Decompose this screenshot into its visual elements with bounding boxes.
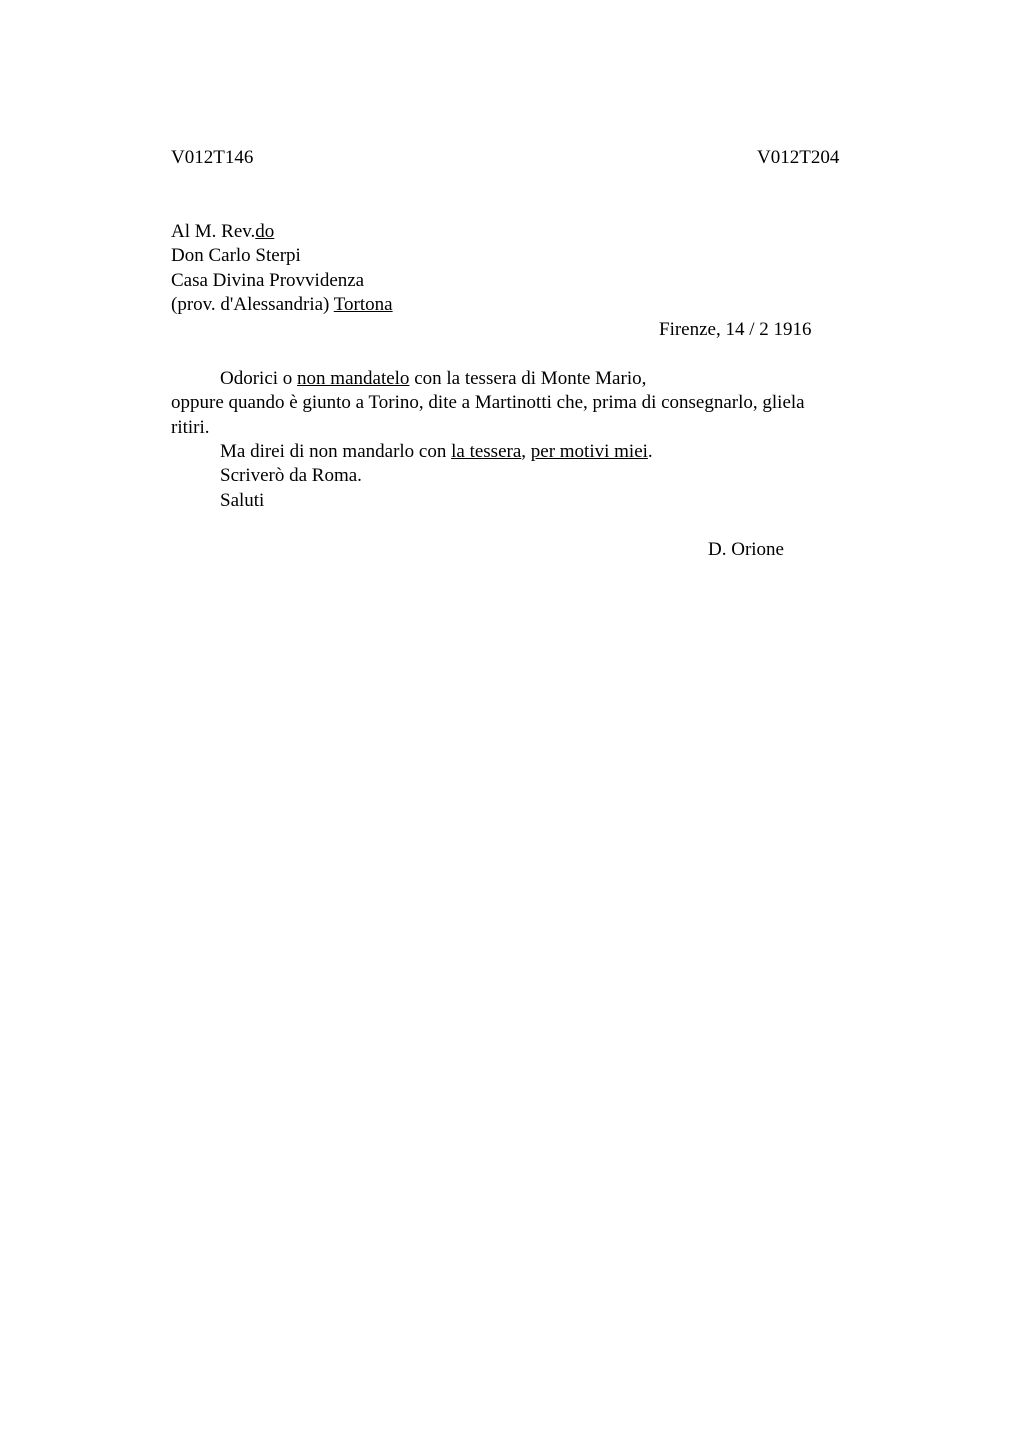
address-province: (prov. d'Alessandria) (171, 294, 334, 315)
address-line-3: Casa Divina Provvidenza (171, 270, 365, 291)
address-city: Tortona (333, 294, 393, 315)
body-paragraph-2 (220, 440, 653, 464)
address-salutation-suffix: do (255, 221, 275, 242)
body-paragraph-1-line-3: ritiri. (171, 417, 210, 438)
body-underlined-text: la tessera (451, 441, 522, 462)
document-code-left: V012T146 (171, 147, 254, 168)
body-closing: Saluti (220, 490, 265, 511)
body-paragraph-1-line-1 (220, 367, 646, 391)
body-text: . (647, 441, 653, 462)
body-text: con la tessera di Monte Mario, (409, 368, 647, 389)
signature: D. Orione (708, 539, 784, 560)
body-underlined-text: per motivi miei (530, 441, 648, 462)
body-paragraph-3: Scriverò da Roma. (220, 465, 362, 486)
address-line-4 (171, 293, 393, 317)
body-underlined-text: non mandatelo (297, 368, 410, 389)
address-line-2: Don Carlo Sterpi (171, 245, 301, 266)
address-salutation: Al M. Rev. (171, 221, 256, 242)
address-line-1 (171, 220, 274, 244)
body-text: Odorici o (220, 368, 298, 389)
body-text: Ma direi di non mandarlo con (220, 441, 452, 462)
body-paragraph-1-line-2: oppure quando è giunto a Torino, dite a Martinotti che, prima di consegnarlo, gliela (171, 392, 805, 413)
letter-date: Firenze, 14 / 2 1916 (659, 319, 812, 340)
document-code-right: V012T204 (757, 147, 840, 168)
body-text: , (521, 441, 531, 462)
